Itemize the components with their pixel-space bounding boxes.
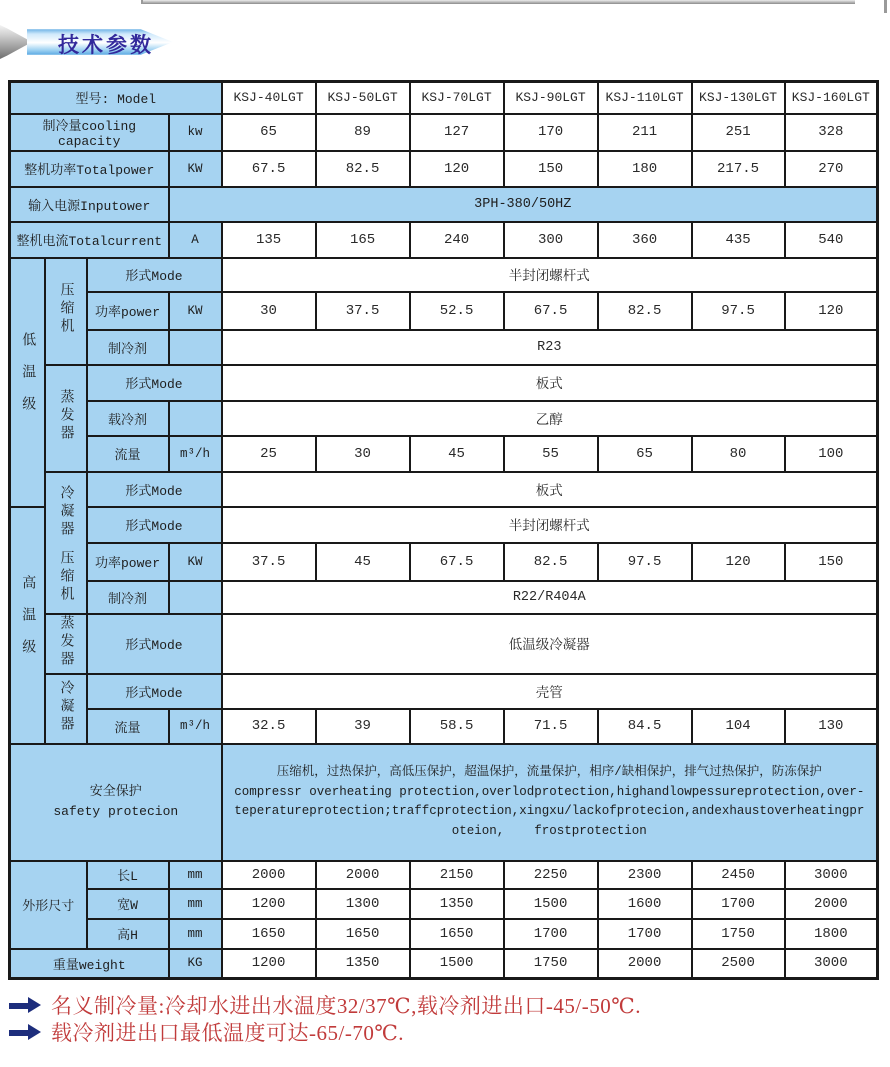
value-cell: 25 xyxy=(222,436,316,472)
footnote-text: 载冷剂进出口最低温度可达-65/-70℃. xyxy=(51,1020,405,1045)
page-title: 技术参数 xyxy=(58,33,154,57)
low-coolant-value: 乙醇 xyxy=(222,401,878,436)
value-cell: 127 xyxy=(410,114,504,151)
low-refrigerant-value: R23 xyxy=(222,330,878,365)
top-right-line-stub xyxy=(884,0,887,13)
high-condenser-mode-value: 壳管 xyxy=(222,674,878,709)
footnotes xyxy=(6,991,886,1045)
value-cell: 82.5 xyxy=(598,292,692,330)
value-cell: 97.5 xyxy=(692,292,785,330)
value-cell: 1750 xyxy=(692,919,785,949)
top-divider-line xyxy=(141,0,855,4)
low-flow-unit: m³/h xyxy=(169,436,222,472)
value-cell: 100 xyxy=(785,436,878,472)
value-cell: 300 xyxy=(504,222,598,258)
value-cell: 1350 xyxy=(410,889,504,919)
value-cell: 39 xyxy=(316,709,410,744)
value-cell: 30 xyxy=(316,436,410,472)
section-banner xyxy=(0,24,220,60)
model-cell: KSJ-50LGT xyxy=(316,82,410,114)
low-condenser-mode-value: 板式 xyxy=(222,472,878,507)
low-evaporator-mode-value: 板式 xyxy=(222,365,878,401)
height-label: 高H xyxy=(87,919,169,949)
low-compressor-label: 压缩机 xyxy=(45,258,87,365)
value-cell: 82.5 xyxy=(316,151,410,187)
model-cell: KSJ-110LGT xyxy=(598,82,692,114)
safety-label: 安全保护 safety protecion xyxy=(10,744,222,861)
high-condenser-mode-label: 形式Mode xyxy=(87,674,222,709)
low-condenser-and-high-compressor-label: 冷凝器 压缩机 xyxy=(45,472,87,614)
total-power-label: 整机功率Totalpower xyxy=(10,151,169,187)
low-compressor-power-unit: KW xyxy=(169,292,222,330)
model-cell: KSJ-90LGT xyxy=(504,82,598,114)
high-compressor-power-unit: KW xyxy=(169,543,222,581)
value-cell: 120 xyxy=(692,543,785,581)
value-cell: 120 xyxy=(410,151,504,187)
model-cell: KSJ-40LGT xyxy=(222,82,316,114)
value-cell: 1600 xyxy=(598,889,692,919)
value-cell: 1300 xyxy=(316,889,410,919)
cooling-capacity-label: 制冷量cooling capacity xyxy=(10,114,169,151)
value-cell: 1650 xyxy=(222,919,316,949)
value-cell: 67.5 xyxy=(222,151,316,187)
low-flow-label: 流量 xyxy=(87,436,169,472)
value-cell: 45 xyxy=(316,543,410,581)
value-cell: 150 xyxy=(504,151,598,187)
low-compressor-mode-value: 半封闭螺杆式 xyxy=(222,258,878,292)
high-flow-label: 流量 xyxy=(87,709,169,744)
high-flow-unit: m³/h xyxy=(169,709,222,744)
low-refrigerant-label: 制冷剂 xyxy=(87,330,169,365)
value-cell: 2000 xyxy=(222,861,316,889)
high-evaporator-mode-label: 形式Mode xyxy=(87,614,222,674)
value-cell: 89 xyxy=(316,114,410,151)
value-cell: 1700 xyxy=(504,919,598,949)
value-cell: 211 xyxy=(598,114,692,151)
value-cell: 150 xyxy=(785,543,878,581)
value-cell: 1700 xyxy=(598,919,692,949)
weight-label: 重量weight xyxy=(10,949,169,979)
value-cell: 1500 xyxy=(504,889,598,919)
total-current-label: 整机电流Totalcurrent xyxy=(10,222,169,258)
high-compressor-power-label: 功率power xyxy=(87,543,169,581)
high-refrigerant-label: 制冷剂 xyxy=(87,581,169,614)
value-cell: 84.5 xyxy=(598,709,692,744)
footnote-line xyxy=(6,1018,886,1045)
low-evaporator-mode-label: 形式Mode xyxy=(87,365,222,401)
value-cell: 45 xyxy=(410,436,504,472)
value-cell: 1800 xyxy=(785,919,878,949)
model-cell: KSJ-130LGT xyxy=(692,82,785,114)
value-cell: 58.5 xyxy=(410,709,504,744)
value-cell: 67.5 xyxy=(504,292,598,330)
input-power-value: 3PH-380/50HZ xyxy=(169,187,878,222)
width-unit: mm xyxy=(169,889,222,919)
value-cell: 1500 xyxy=(410,949,504,979)
value-cell: 435 xyxy=(692,222,785,258)
total-power-unit: KW xyxy=(169,151,222,187)
value-cell: 360 xyxy=(598,222,692,258)
high-compressor-mode-value: 半封闭螺杆式 xyxy=(222,507,878,543)
length-label: 长L xyxy=(87,861,169,889)
value-cell: 65 xyxy=(222,114,316,151)
high-refrigerant-value: R22/R404A xyxy=(222,581,878,614)
value-cell: 328 xyxy=(785,114,878,151)
value-cell: 1350 xyxy=(316,949,410,979)
value-cell: 1750 xyxy=(504,949,598,979)
spec-table xyxy=(8,80,879,980)
value-cell: 540 xyxy=(785,222,878,258)
safety-content: 压缩机，过热保护，高低压保护，超温保护，流量保护，相序/缺相保护，排气过热保护，防冻保护 compressr overheating protection,overlodprotection,highandlowpessureprotection,over- teperatureprotection;traffcprotection,xingxu/lackofprotecion,andexhaustoverheatingpr oteion, frostprotection xyxy=(222,744,878,861)
value-cell: 217.5 xyxy=(692,151,785,187)
value-cell: 3000 xyxy=(785,949,878,979)
input-power-label: 输入电源Inputower xyxy=(10,187,169,222)
value-cell: 3000 xyxy=(785,861,878,889)
footnote-line xyxy=(6,991,886,1018)
low-compressor-power-label: 功率power xyxy=(87,292,169,330)
value-cell: 2300 xyxy=(598,861,692,889)
footnote-text: 名义制冷量:冷却水进出水温度32/37℃,载冷剂进出口-45/-50℃. xyxy=(51,993,641,1018)
value-cell: 1650 xyxy=(316,919,410,949)
value-cell: 80 xyxy=(692,436,785,472)
empty-unit-cell xyxy=(169,330,222,365)
value-cell: 2000 xyxy=(316,861,410,889)
dimensions-label: 外形尺寸 xyxy=(10,861,87,949)
high-condenser-label: 冷凝器 xyxy=(45,674,87,744)
length-unit: mm xyxy=(169,861,222,889)
value-cell: 1200 xyxy=(222,949,316,979)
empty-unit-cell xyxy=(169,581,222,614)
value-cell: 165 xyxy=(316,222,410,258)
value-cell: 65 xyxy=(598,436,692,472)
value-cell: 71.5 xyxy=(504,709,598,744)
high-compressor-mode-label: 形式Mode xyxy=(87,507,222,543)
height-unit: mm xyxy=(169,919,222,949)
model-cell: KSJ-70LGT xyxy=(410,82,504,114)
value-cell: 2150 xyxy=(410,861,504,889)
weight-unit: KG xyxy=(169,949,222,979)
width-label: 宽W xyxy=(87,889,169,919)
empty-unit-cell xyxy=(169,401,222,436)
value-cell: 180 xyxy=(598,151,692,187)
right-arrow-icon xyxy=(6,1021,42,1043)
value-cell: 2000 xyxy=(598,949,692,979)
model-row-label: 型号: Model xyxy=(10,82,222,114)
value-cell: 82.5 xyxy=(504,543,598,581)
value-cell: 240 xyxy=(410,222,504,258)
low-stage-label: 低温级 xyxy=(10,258,45,507)
low-condenser-mode-label: 形式Mode xyxy=(87,472,222,507)
low-evaporator-label: 蒸发器 xyxy=(45,365,87,472)
value-cell: 120 xyxy=(785,292,878,330)
value-cell: 1650 xyxy=(410,919,504,949)
value-cell: 251 xyxy=(692,114,785,151)
model-cell: KSJ-160LGT xyxy=(785,82,878,114)
low-coolant-label: 载冷剂 xyxy=(87,401,169,436)
value-cell: 2450 xyxy=(692,861,785,889)
value-cell: 2250 xyxy=(504,861,598,889)
value-cell: 32.5 xyxy=(222,709,316,744)
right-arrow-icon xyxy=(6,994,42,1016)
value-cell: 104 xyxy=(692,709,785,744)
low-compressor-mode-label: 形式Mode xyxy=(87,258,222,292)
value-cell: 2000 xyxy=(785,889,878,919)
value-cell: 37.5 xyxy=(316,292,410,330)
high-stage-label: 高温级 xyxy=(10,507,45,744)
value-cell: 1700 xyxy=(692,889,785,919)
value-cell: 52.5 xyxy=(410,292,504,330)
high-evaporator-label: 蒸发器 xyxy=(45,614,87,674)
value-cell: 55 xyxy=(504,436,598,472)
value-cell: 270 xyxy=(785,151,878,187)
cooling-capacity-unit: kw xyxy=(169,114,222,151)
value-cell: 2500 xyxy=(692,949,785,979)
value-cell: 130 xyxy=(785,709,878,744)
value-cell: 67.5 xyxy=(410,543,504,581)
value-cell: 30 xyxy=(222,292,316,330)
value-cell: 135 xyxy=(222,222,316,258)
high-evaporator-mode-value: 低温级冷凝器 xyxy=(222,614,878,674)
value-cell: 97.5 xyxy=(598,543,692,581)
value-cell: 170 xyxy=(504,114,598,151)
total-current-unit: A xyxy=(169,222,222,258)
value-cell: 1200 xyxy=(222,889,316,919)
value-cell: 37.5 xyxy=(222,543,316,581)
